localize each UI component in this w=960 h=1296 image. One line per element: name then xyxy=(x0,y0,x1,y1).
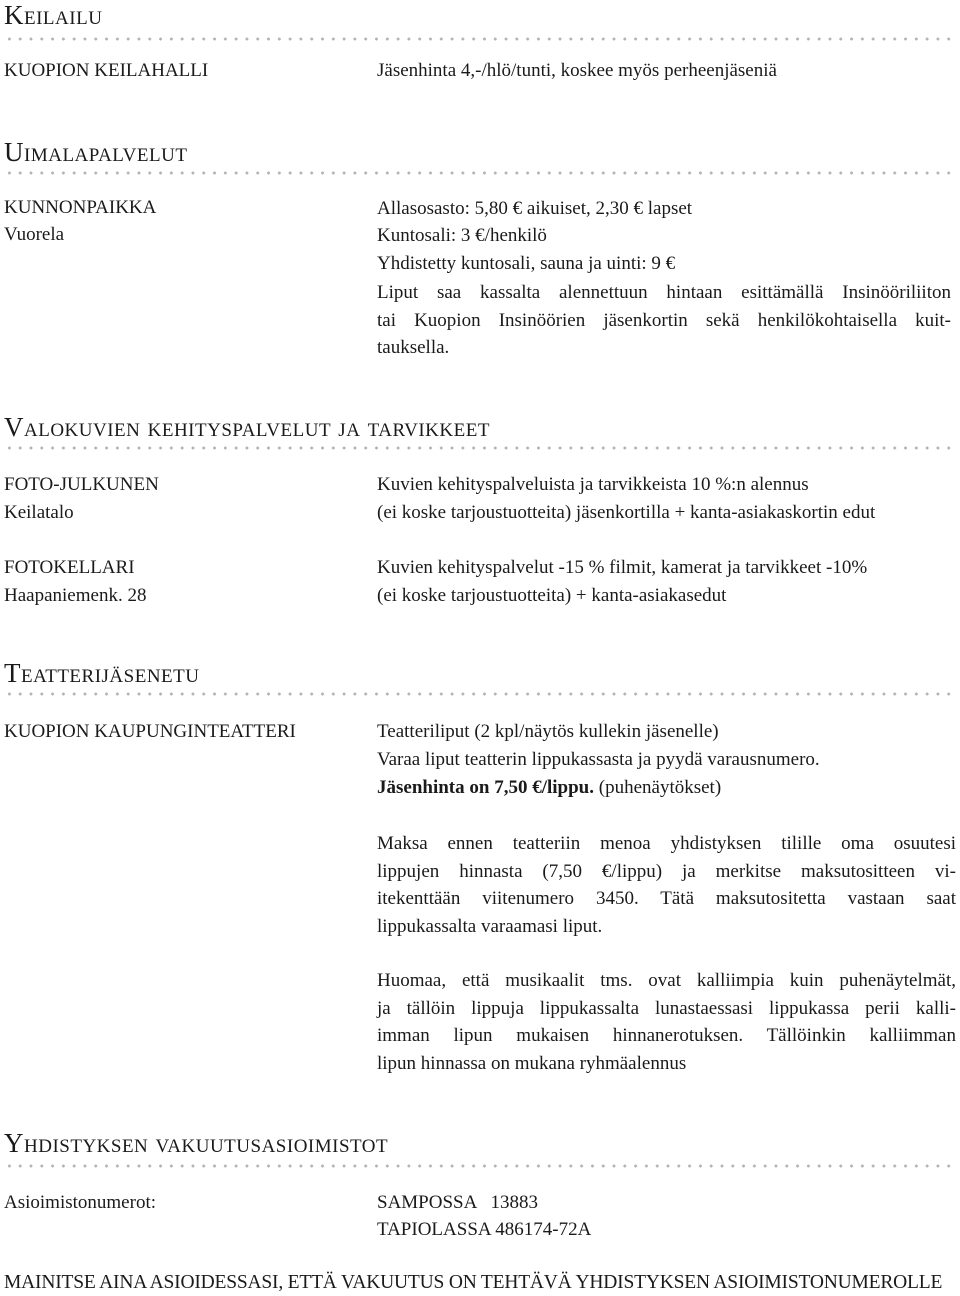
paragraph-line: imman lipun mukaisen hinnanerotuksen. Tällöinkin kalliimman xyxy=(377,1025,956,1046)
info-line: tai Kuopion Insinöörien jäsenkortin sekä henkilökohtaisella kuit- xyxy=(377,309,951,331)
dotted-divider xyxy=(4,692,956,696)
paragraph-line: Maksa ennen teatteriin menoa yhdistyksen tilille oma osuutesi xyxy=(377,833,956,854)
paragraph-line: itekenttään viitenumero 3450. Tätä maksutositetta vastaan saat xyxy=(377,888,956,909)
footer-note: MAINITSE AINA ASIOIDESSASI, ETTÄ VAKUUTUS ON TEHTÄVÄ YHDISTYKSEN ASIOIMISTONUMEROLLE xyxy=(4,1272,943,1293)
dotted-divider xyxy=(4,1164,956,1168)
place-label: FOTOKELLARI xyxy=(4,557,135,578)
paragraph-line: lipun hinnassa on mukana ryhmäalennus xyxy=(377,1052,687,1074)
paragraph-line: lippujen hinnasta (7,50 €/lippu) ja merkitse maksutositteen vi- xyxy=(377,860,956,882)
paragraph-line: Huomaa, että musikaalit tms. ovat kalliimpia kuin puhenäytelmät, xyxy=(377,970,956,991)
info-line: Kuvien kehityspalvelut -15 % filmit, kamerat ja tarvikkeet -10% xyxy=(377,557,868,578)
section-heading-keilailu: Keilailu xyxy=(4,0,103,30)
info-line: Teatteriliput (2 kpl/näytös kullekin jäsenelle) xyxy=(377,721,719,742)
price-line xyxy=(377,775,721,801)
info-line: (ei koske tarjoustuotteita) + kanta-asiakasedut xyxy=(377,585,727,606)
place-label: KUOPION KAUPUNGINTEATTERI xyxy=(4,721,296,742)
info-text: Jäsenhinta 4,-/hlö/tunti, koskee myös perheenjäseniä xyxy=(377,60,777,81)
section-heading-vakuutus: Yhdistyksen vakuutusasioimistot xyxy=(4,1128,389,1158)
musical-note-paragraph xyxy=(377,967,956,1077)
info-line: Allasosasto: 5,80 € aikuiset, 2,30 € lapset xyxy=(377,198,693,219)
info-line: Varaa liput teatterin lippukassasta ja pyydä varausnumero. xyxy=(377,749,820,770)
payment-paragraph xyxy=(377,830,956,940)
section-heading-uimala: Uimalapalvelut xyxy=(4,137,188,167)
info-line: Kuntosali: 3 €/henkilö xyxy=(377,225,547,246)
section-heading-valokuvat: Valokuvien kehityspalvelut ja tarvikkeet xyxy=(4,412,490,442)
dotted-divider xyxy=(4,446,956,450)
info-line: Kuvien kehityspalveluista ja tarvikkeista 10 %:n alennus xyxy=(377,474,809,495)
place-label: FOTO-JULKUNEN xyxy=(4,474,159,495)
member-price: Jäsenhinta on 7,50 €/lippu. xyxy=(377,777,594,798)
section-heading-teatteri: Teatterijäsenetu xyxy=(4,658,200,688)
info-line: tauksella. xyxy=(377,337,450,358)
price-note: (puhenäytökset) xyxy=(594,777,722,798)
dotted-divider xyxy=(4,37,956,41)
paragraph-line: ja tällöin lippuja lippukassalta lunastaessasi lippukassa perii kalli- xyxy=(377,997,956,1019)
info-line: Yhdistetty kuntosali, sauna ja uinti: 9 € xyxy=(377,253,676,274)
place-label: KUNNONPAIKKA xyxy=(4,197,157,218)
info-paragraph xyxy=(377,279,951,362)
paragraph-line: lippukassalta varaamasi liput. xyxy=(377,915,603,937)
location-label: Haapaniemenk. 28 xyxy=(4,585,147,606)
office-number: TAPIOLASSA 486174-72A xyxy=(377,1219,592,1240)
office-numbers-label: Asioimistonumerot: xyxy=(4,1192,156,1213)
place-label: KUOPION KEILAHALLI xyxy=(4,60,209,81)
info-line: Liput saa kassalta alennettuun hintaan esittämällä Insinööriliiton xyxy=(377,282,951,303)
info-line: (ei koske tarjoustuotteita) jäsenkortilla + kanta-asiakaskortin edut xyxy=(377,502,876,523)
dotted-divider xyxy=(4,171,956,175)
location-label: Keilatalo xyxy=(4,502,74,523)
location-label: Vuorela xyxy=(4,224,65,245)
office-number: SAMPOSSA 13883 xyxy=(377,1192,539,1213)
